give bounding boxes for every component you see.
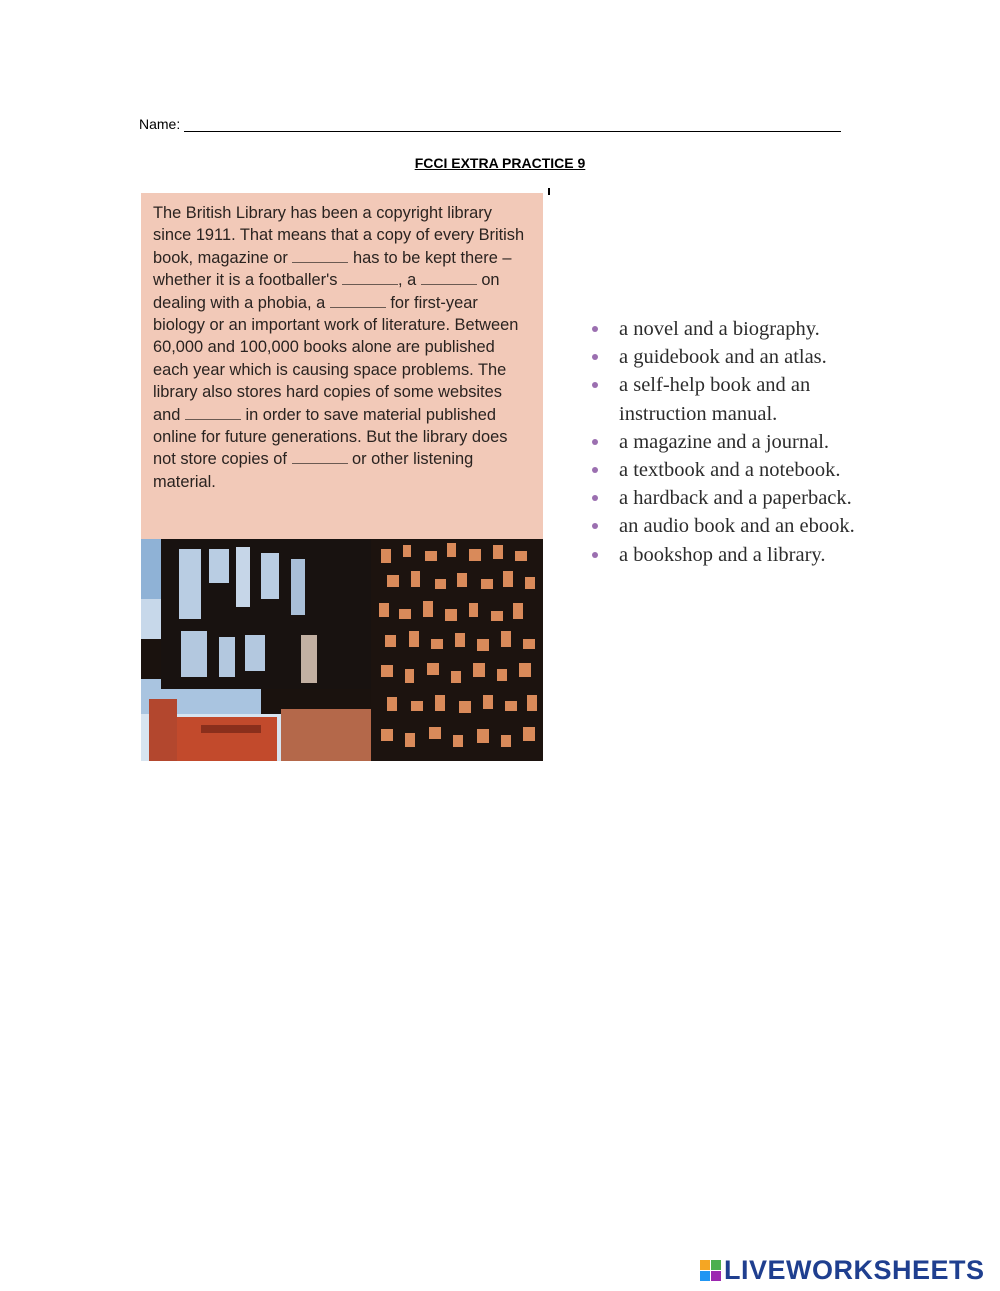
list-item xyxy=(590,371,881,427)
corner-mark xyxy=(548,188,550,195)
british-library-gate-icon xyxy=(141,539,543,761)
passage-segment: , a xyxy=(397,271,421,290)
list-item-text: a bookshop and a library. xyxy=(619,543,826,566)
passage-segment: The British Library has been a copyright library since 1911. That means that a copy of every British book, magazine or xyxy=(153,204,525,267)
passage-segment: has to be kept there – whether it is a footballer's xyxy=(153,248,512,290)
list-item xyxy=(590,541,881,569)
blank-6[interactable] xyxy=(292,451,348,464)
logo-mark-icon xyxy=(700,1260,721,1281)
list-item xyxy=(590,428,881,456)
list-item-text: a novel and a biography. xyxy=(619,318,820,340)
list-item-text: a guidebook and an atlas. xyxy=(619,346,827,369)
blank-1[interactable] xyxy=(292,250,348,263)
blank-2[interactable] xyxy=(342,272,398,285)
logo-square xyxy=(700,1260,710,1270)
reading-passage xyxy=(153,202,533,493)
bullet-icon xyxy=(592,382,598,388)
reading-panel xyxy=(141,193,543,761)
blank-5[interactable] xyxy=(185,407,241,420)
bullet-icon xyxy=(592,495,598,501)
bullet-icon xyxy=(592,354,598,360)
list-item-text: an audio book and an ebook. xyxy=(619,515,855,538)
list-item xyxy=(590,343,881,371)
british-library-gate-photo xyxy=(141,539,543,761)
liveworksheets-logo xyxy=(700,1255,985,1286)
bullet-icon xyxy=(592,523,598,529)
name-input-line[interactable] xyxy=(184,117,841,132)
list-item xyxy=(590,512,881,540)
list-item xyxy=(590,484,881,512)
page-title: FCCI EXTRA PRACTICE 9 xyxy=(414,155,586,171)
bullet-icon xyxy=(592,439,598,445)
bullet-icon xyxy=(592,467,598,473)
list-item-text: a hardback and a paperback. xyxy=(619,487,852,510)
logo-square xyxy=(711,1260,721,1270)
list-item-text: a magazine and a journal. xyxy=(619,430,830,453)
list-item xyxy=(590,315,881,343)
list-item-text: a self-help book and an instruction manual. xyxy=(619,374,811,425)
passage-segment: for first-year biology or an important work of literature. Between 60,000 and 100,000 books alone are published each year which is causing space problems. The library also stores hard copies of some websites and xyxy=(153,293,519,424)
bullet-icon xyxy=(592,552,598,558)
list-item-text: a textbook and a notebook. xyxy=(619,459,841,482)
blank-4[interactable] xyxy=(330,295,386,308)
blank-3[interactable] xyxy=(421,272,477,285)
name-label: Name: xyxy=(139,116,181,132)
passage-box xyxy=(141,193,543,539)
list-item xyxy=(590,456,881,484)
passage-segment: or other listening material. xyxy=(153,450,474,491)
vocabulary-list xyxy=(590,315,881,569)
name-line xyxy=(139,116,841,132)
passage-segment: on dealing with a phobia, a xyxy=(153,271,500,312)
logo-square xyxy=(711,1271,721,1281)
logo-text: LIVEWORKSHEETS xyxy=(724,1255,985,1285)
passage-segment: in order to save material published online for future generations. But the library does not store copies of xyxy=(153,405,508,469)
bullet-icon xyxy=(592,326,598,332)
logo-square xyxy=(700,1271,710,1281)
